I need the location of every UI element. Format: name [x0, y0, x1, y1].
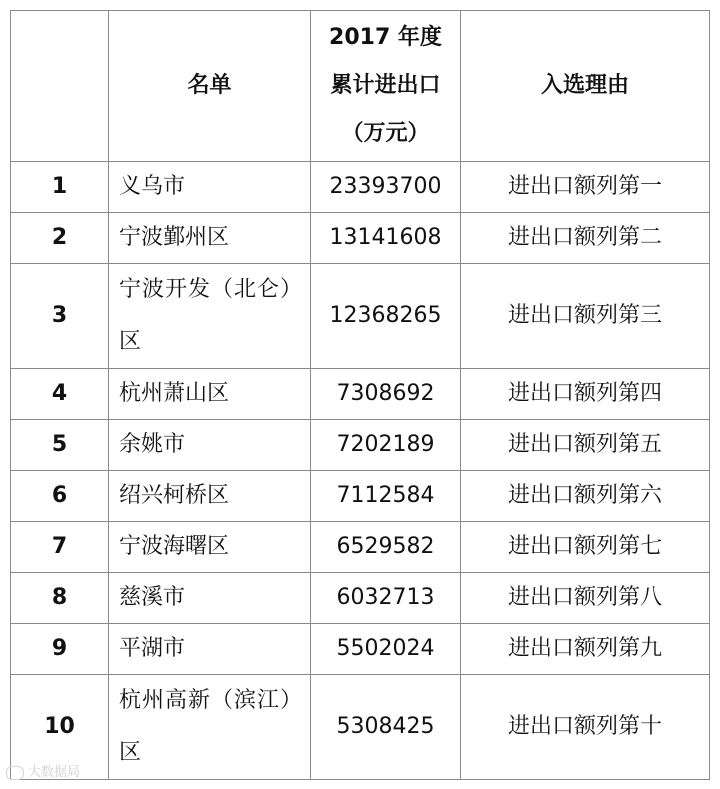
table-header-row [11, 11, 710, 162]
cell-reason: 进出口额列第八 [461, 573, 710, 624]
cell-reason: 进出口额列第五 [461, 420, 710, 471]
cell-name-text: 杭州高新（滨江）区 [119, 688, 293, 765]
header-name: 名单 [109, 11, 311, 162]
cell-value: 6032713 [311, 573, 461, 624]
cell-name: 绍兴柯桥区 [109, 471, 311, 522]
header-index [11, 11, 109, 162]
cell-name: 平湖市 [109, 624, 311, 675]
cell-reason: 进出口额列第一 [461, 162, 710, 213]
cell-name: 慈溪市 [109, 573, 311, 624]
table-row [11, 162, 710, 213]
cell-name [109, 264, 311, 369]
cell-name: 宁波鄞州区 [109, 213, 311, 264]
table-row [11, 420, 710, 471]
table-row [11, 675, 710, 780]
cell-reason: 进出口额列第三 [461, 264, 710, 369]
table-row [11, 522, 710, 573]
cell-rank: 7 [11, 522, 109, 573]
cell-rank: 10 [11, 675, 109, 780]
table-row [11, 471, 710, 522]
header-imports-exports-text: 2017 年度累计进出口（万元） [329, 25, 442, 146]
table-row [11, 573, 710, 624]
cell-name: 余姚市 [109, 420, 311, 471]
cell-reason: 进出口额列第二 [461, 213, 710, 264]
cell-rank: 2 [11, 213, 109, 264]
cell-name: 宁波海曙区 [109, 522, 311, 573]
cell-rank: 9 [11, 624, 109, 675]
cell-rank: 4 [11, 369, 109, 420]
header-reason: 入选理由 [461, 11, 710, 162]
cell-name-text: 宁波开发（北仑）区 [119, 277, 293, 354]
cell-value: 6529582 [311, 522, 461, 573]
cell-reason: 进出口额列第九 [461, 624, 710, 675]
cell-value: 7112584 [311, 471, 461, 522]
cell-value: 5308425 [311, 675, 461, 780]
watermark-text: 大数据局 [28, 765, 81, 780]
cell-rank: 8 [11, 573, 109, 624]
cell-rank: 5 [11, 420, 109, 471]
cell-name [109, 675, 311, 780]
ranking-table [10, 10, 710, 780]
table-row [11, 369, 710, 420]
cell-rank: 1 [11, 162, 109, 213]
cell-value: 23393700 [311, 162, 461, 213]
cell-value: 5502024 [311, 624, 461, 675]
table-row [11, 213, 710, 264]
weibo-logo-icon [6, 766, 24, 780]
cell-rank: 6 [11, 471, 109, 522]
cell-reason: 进出口额列第六 [461, 471, 710, 522]
table-row [11, 264, 710, 369]
cell-value: 7308692 [311, 369, 461, 420]
cell-reason: 进出口额列第七 [461, 522, 710, 573]
cell-name: 义乌市 [109, 162, 311, 213]
cell-name: 杭州萧山区 [109, 369, 311, 420]
header-imports-exports [311, 11, 461, 162]
cell-reason: 进出口额列第十 [461, 675, 710, 780]
cell-value: 7202189 [311, 420, 461, 471]
cell-reason: 进出口额列第四 [461, 369, 710, 420]
cell-rank: 3 [11, 264, 109, 369]
watermark [6, 763, 80, 783]
cell-value: 13141608 [311, 213, 461, 264]
cell-value: 12368265 [311, 264, 461, 369]
table-row [11, 624, 710, 675]
